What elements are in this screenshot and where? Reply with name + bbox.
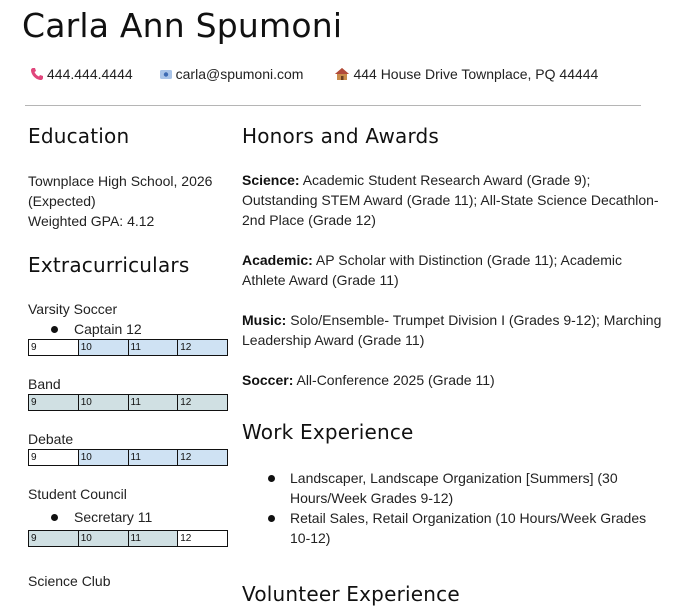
grade-grid	[28, 394, 228, 411]
education-heading: Education	[28, 124, 130, 148]
grade-grid	[28, 449, 228, 466]
activity-note	[28, 504, 233, 530]
grade-cell: 11	[128, 340, 178, 355]
header-divider	[25, 105, 641, 106]
activity-note-text: Captain 12	[74, 321, 142, 337]
contact-bar	[30, 66, 598, 82]
grade-cell: 9	[29, 395, 78, 410]
grade-cell: 12	[177, 450, 227, 465]
grade-cell: 10	[78, 340, 128, 355]
grade-cell: 10	[78, 450, 128, 465]
activity-note	[28, 319, 233, 339]
activity-student-council	[28, 484, 233, 547]
work-list	[242, 468, 662, 548]
activity-note-text: Secretary 11	[74, 509, 153, 525]
contact-phone	[30, 66, 133, 82]
award-text: All-Conference 2025 (Grade 11)	[293, 372, 495, 388]
volunteer-heading: Volunteer Experience	[242, 582, 460, 606]
extracurriculars-heading: Extracurriculars	[28, 253, 190, 277]
bullet-icon	[268, 475, 275, 482]
award-music	[242, 310, 662, 350]
grade-cell: 11	[128, 395, 178, 410]
activity-band	[28, 374, 233, 411]
activity-name: Band	[28, 376, 61, 392]
award-label: Soccer:	[242, 372, 294, 388]
left-column	[28, 124, 233, 591]
award-soccer	[242, 370, 662, 390]
honors-heading: Honors and Awards	[242, 124, 440, 148]
work-item	[242, 508, 662, 548]
gpa: Weighted GPA: 4.12	[28, 213, 155, 229]
work-item-text: Retail Sales, Retail Organization (10 Hours/Week Grades 10-12)	[290, 510, 647, 546]
award-text: Solo/Ensemble- Trumpet Division I (Grades 9-12); Marching Leadership Award (Grade 11)	[242, 312, 662, 348]
bullet-icon	[51, 326, 58, 333]
activity-name: Debate	[28, 431, 74, 447]
grade-grid	[28, 339, 228, 356]
grade-cell: 9	[31, 342, 37, 353]
activity-science-club	[28, 571, 233, 591]
bullet-icon	[51, 514, 58, 521]
school-line: Townplace High School, 2026	[28, 173, 213, 189]
house-icon	[334, 67, 350, 81]
address-text: 444 House Drive Townplace, PQ 44444	[353, 66, 599, 82]
grade-cell: 11	[128, 450, 178, 465]
phone-text: 444.444.4444	[47, 66, 133, 82]
award-label: Music:	[242, 312, 287, 328]
grade-grid	[28, 530, 228, 547]
contact-address	[334, 66, 598, 82]
award-label: Science:	[242, 172, 300, 188]
grade-cell: 9	[29, 531, 78, 546]
bullet-icon	[268, 515, 275, 522]
grade-cell: 12	[177, 531, 227, 546]
grade-cell: 11	[128, 531, 178, 546]
activity-name: Student Council	[28, 486, 127, 502]
activity-debate	[28, 429, 233, 466]
grade-cell: 9	[31, 452, 37, 463]
grade-cell: 10	[78, 395, 128, 410]
award-label: Academic:	[242, 252, 313, 268]
award-text: Academic Student Research Award (Grade 9); Outstanding STEM Award (Grade 11); All-State Science Decathlon- 2nd Place (Grade 12)	[242, 172, 659, 228]
award-science	[242, 170, 662, 230]
work-heading: Work Experience	[242, 420, 414, 444]
education-details	[28, 171, 233, 231]
work-item-text: Landscaper, Landscape Organization [Summers] (30 Hours/Week Grades 9-12)	[290, 470, 618, 506]
work-item	[242, 468, 662, 508]
email-text: carla@spumoni.com	[175, 66, 304, 82]
activity-name: Varsity Soccer	[28, 301, 118, 317]
school-expected: (Expected)	[28, 193, 96, 209]
activity-varsity-soccer	[28, 299, 233, 356]
email-icon	[159, 67, 173, 81]
contact-email	[159, 66, 304, 82]
award-academic	[242, 250, 662, 290]
right-column	[242, 124, 662, 606]
grade-cell: 12	[177, 395, 227, 410]
grade-cell: 10	[78, 531, 128, 546]
grade-cell: 12	[177, 340, 227, 355]
award-text: AP Scholar with Distinction (Grade 11); Academic Athlete Award (Grade 11)	[242, 252, 622, 288]
activity-name: Science Club	[28, 573, 111, 589]
resume-name: Carla Ann Spumoni	[22, 6, 343, 45]
phone-icon	[30, 67, 44, 81]
